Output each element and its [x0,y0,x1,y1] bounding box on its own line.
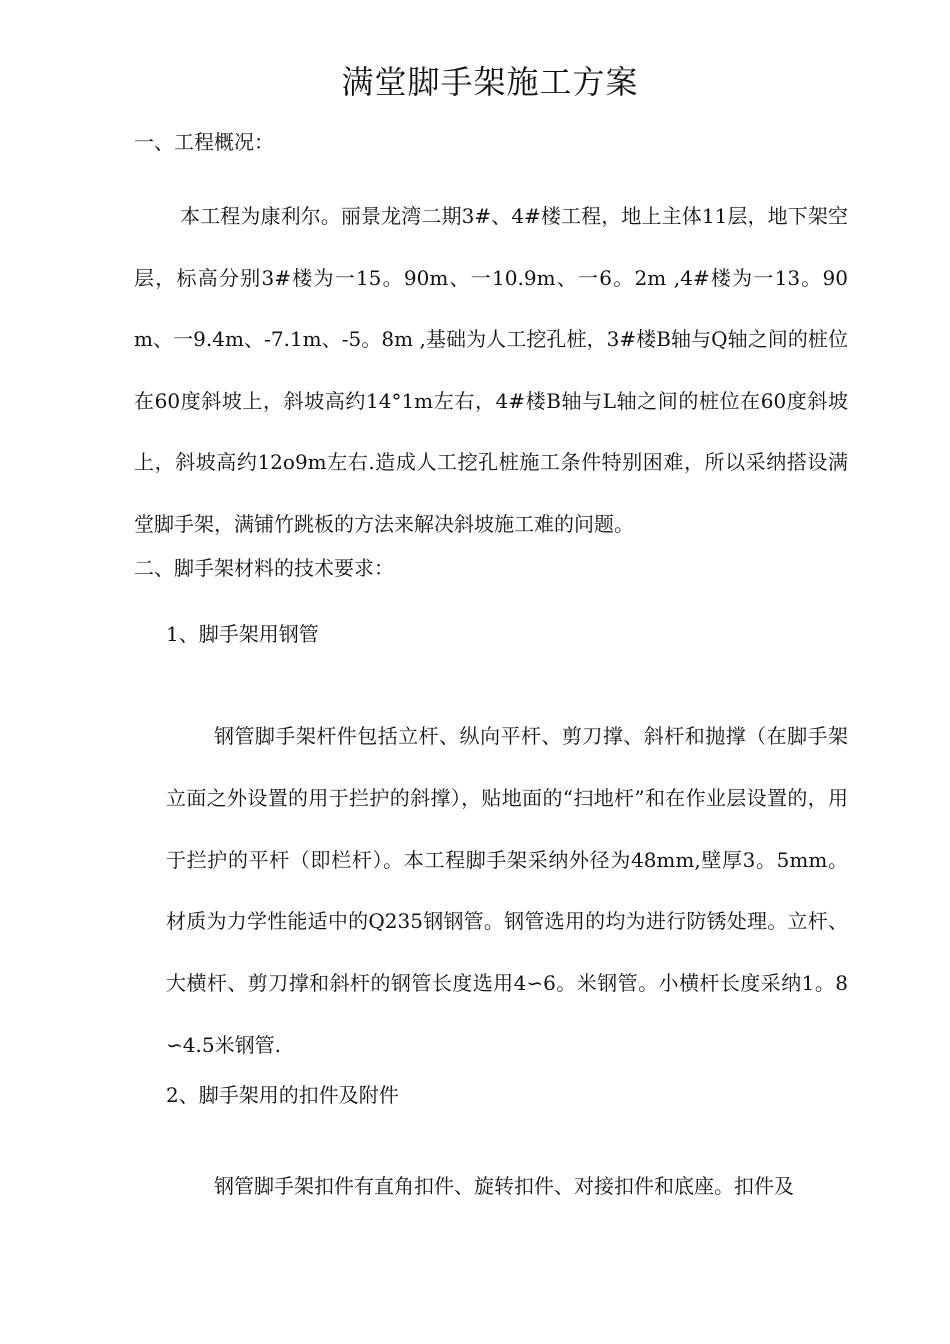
paragraph-project-overview: 本工程为康利尔。丽景龙湾二期3#、4#楼工程，地上主体11层，地下架空层，标高分别3#楼为一15。90m、一10.9m、一6。2m ,4#楼为一13。90m、一9.4m、-7.1m、-5。8m ,基础为人工挖孔桩，3#楼B轴与Q轴之间的桩位在60度斜坡上，斜坡高约14°1m左右，4#楼B轴与L轴之间的桩位在60度斜坡上，斜坡高约12o9m左右.造成人工挖孔桩施工条件特别困难，所以采纳搭设满堂脚手架，满铺竹跳板的方法来解决斜坡施工难的问题。 [134,204,848,536]
subheading-steel-pipe: 1、脚手架用钢管 [166,622,319,646]
section-heading-overview: 一、工程概况： [134,130,274,154]
section-heading-material-requirements: 二、脚手架材料的技术要求： [134,556,394,580]
paragraph-fasteners: 钢管脚手架扣件有直角扣件、旋转扣件、对接扣件和底座。扣件及 [214,1174,794,1198]
paragraph-steel-pipe: 钢管脚手架杆件包括立杆、纵向平杆、剪刀撑、斜杆和抛撑（在脚手架立面之外设置的用于拦护的斜撑），贴地面的“扫地杆”和在作业层设置的，用于拦护的平杆（即栏杆）。本工程脚手架采纳外径为48mm,壁厚3。5mm。材质为力学性能适中的Q235钢钢管。钢管选用的均为进行防锈处理。立杆、大横杆、剪刀撑和斜杆的钢管长度选用4∽6。米钢管。小横杆长度采纳1。8∽4.5米钢管. [166,724,848,1057]
document-title: 满堂脚手架施工方案 [341,63,639,101]
subheading-fasteners: 2、脚手架用的扣件及附件 [166,1083,399,1107]
